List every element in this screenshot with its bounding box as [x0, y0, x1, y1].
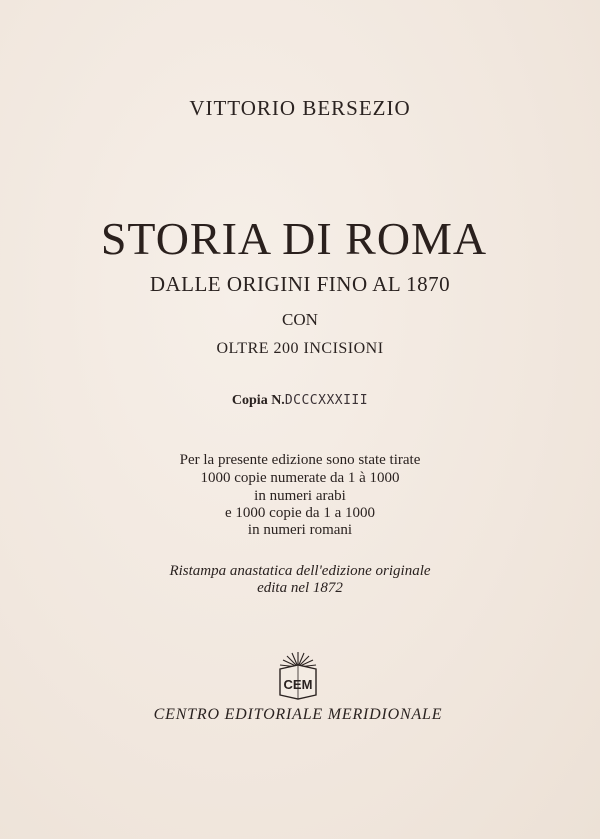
reprint-note-line: Ristampa anastatica dell'edizione originale — [169, 563, 431, 579]
author-name: VITTORIO BERSEZIO — [189, 96, 411, 120]
edition-note-line: in numeri romani — [247, 522, 353, 538]
book-subtitle: DALLE ORIGINI FINO AL 1870 — [149, 272, 451, 296]
con-label: CON — [282, 310, 318, 329]
copy-number — [0, 393, 600, 409]
edition-note-line: 1000 copie numerate da 1 à 1000 — [200, 470, 400, 486]
edition-note-line: in numeri arabi — [254, 488, 346, 504]
illustrations-note: OLTRE 200 INCISIONI — [216, 340, 384, 357]
publisher-name: CENTRO EDITORIALE MERIDIONALE — [153, 706, 443, 723]
publisher-logo-icon — [277, 649, 319, 701]
logo-text: CEM — [283, 677, 313, 692]
copy-number-handwritten: DCCCXXXIII — [284, 393, 369, 408]
edition-note-line: e 1000 copie da 1 a 1000 — [225, 505, 375, 521]
copy-label: Copia N. — [231, 393, 285, 408]
reprint-note-line: edita nel 1872 — [257, 580, 343, 596]
edition-note-line: Per la presente edizione sono state tirate — [179, 452, 421, 468]
book-title: STORIA DI ROMA — [100, 213, 488, 264]
